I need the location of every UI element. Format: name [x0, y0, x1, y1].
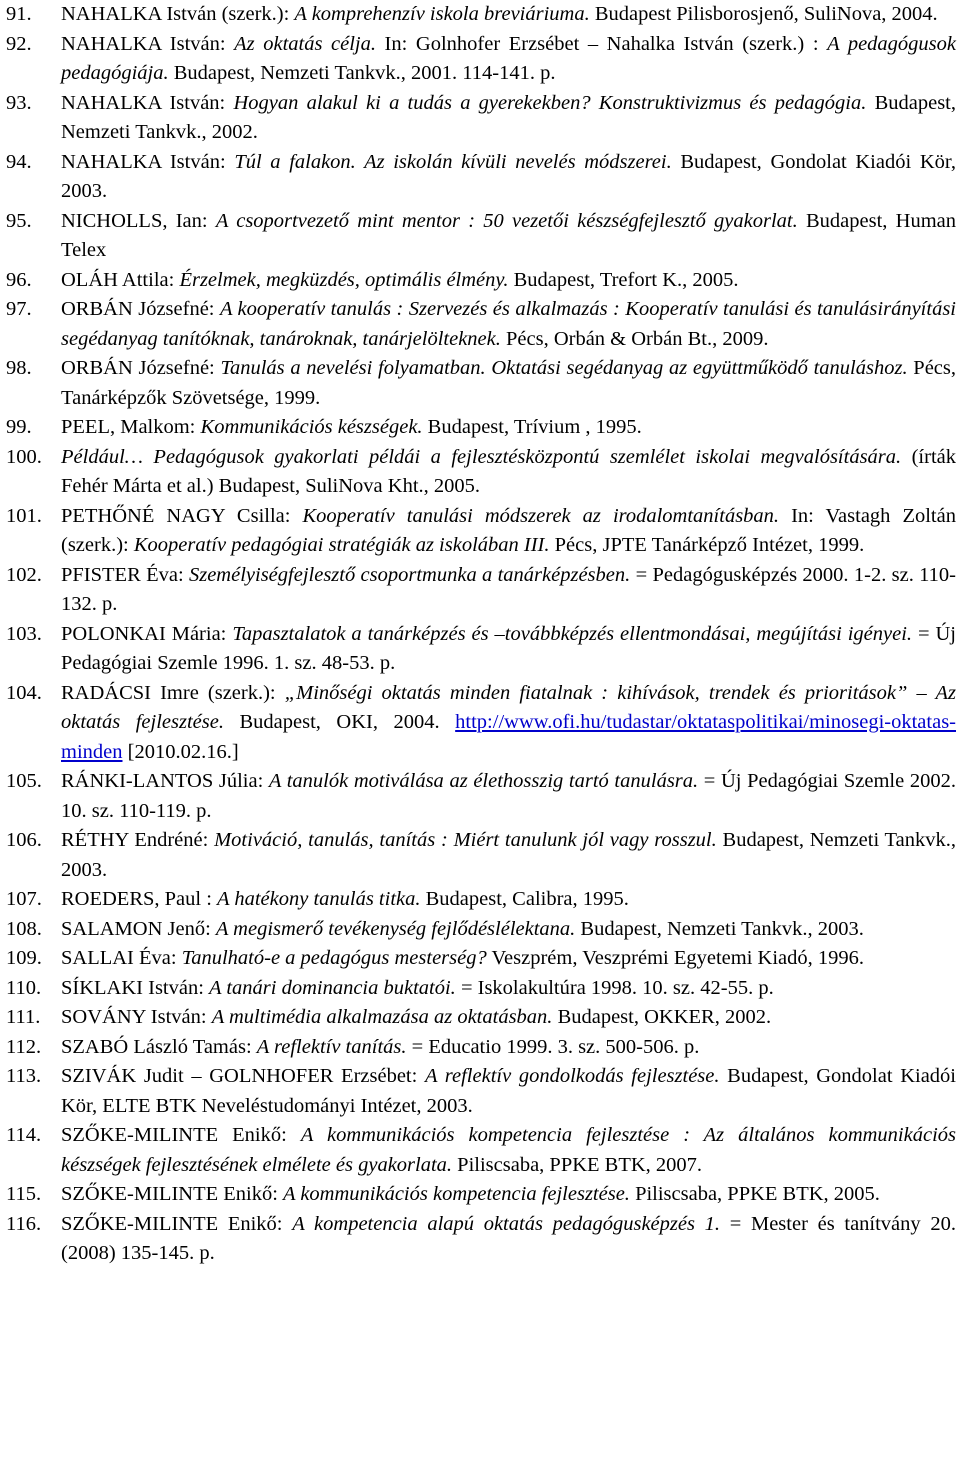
- reference-segment: In: Golnhofer Erzsébet – Nahalka István (szerk.) :: [375, 32, 828, 55]
- reference-segment: Veszprém, Veszprémi Egyetemi Kiadó, 1996.: [486, 947, 865, 969]
- reference-entry: [0, 0, 960, 30]
- reference-title: A multimédia alkalmazása az oktatásban.: [211, 1006, 553, 1028]
- reference-title: A megismerő tevékenység fejlődéslélektana.: [215, 917, 576, 940]
- reference-segment: Budapest, OKI, 2004.: [223, 711, 456, 733]
- reference-entry: [0, 502, 960, 561]
- reference-number: 91.: [6, 3, 32, 25]
- reference-text: [61, 1003, 956, 1033]
- reference-text: [61, 620, 956, 679]
- reference-segment: SALLAI Éva:: [61, 947, 182, 969]
- reference-text: [61, 1121, 956, 1180]
- reference-segment: SZŐKE-MILINTE Enikő:: [61, 1124, 301, 1146]
- reference-segment: PFISTER Éva:: [61, 563, 189, 586]
- reference-text: [61, 974, 956, 1004]
- reference-title: A reflektív tanítás.: [256, 1035, 407, 1058]
- reference-text: [61, 885, 956, 915]
- reference-text: [61, 266, 956, 296]
- reference-number: 103.: [6, 622, 42, 645]
- reference-number: 94.: [6, 150, 32, 173]
- reference-number: 107.: [6, 888, 42, 910]
- reference-title: Kooperatív pedagógiai stratégiák az iskolában III.: [133, 534, 550, 556]
- reference-segment: Budapest, Nemzeti Tankvk., 2003.: [61, 829, 956, 881]
- reference-segment: = Új Pedagógiai Szemle 2002. 10. sz. 110-119. p.: [61, 770, 956, 822]
- reference-segment: POLONKAI Mária:: [61, 622, 233, 645]
- reference-title: A kommunikációs kompetencia fejlesztése : Az általános kommunikációs készségek fejlesztésének elmélete és gyakorlata.: [61, 1124, 956, 1176]
- reference-entry: [0, 1003, 960, 1033]
- reference-text: [61, 944, 956, 974]
- reference-entry: [0, 767, 960, 826]
- reference-entry: [0, 915, 960, 945]
- reference-text: [61, 413, 956, 443]
- reference-segment: = Új Pedagógiai Szemle 1996. 1. sz. 48-53. p.: [61, 622, 957, 674]
- reference-segment: PEEL, Malkom:: [61, 416, 201, 438]
- reference-segment: Budapest, Nemzeti Tankvk., 2001. 114-141. p.: [168, 62, 556, 84]
- reference-title: A reflektív gondolkodás fejlesztése.: [424, 1065, 720, 1087]
- reference-segment: NAHALKA István:: [61, 91, 234, 114]
- reference-title: Tanulható-e a pedagógus mesterség?: [181, 947, 487, 969]
- reference-number: 111.: [6, 1006, 41, 1028]
- reference-text: [61, 915, 956, 945]
- reference-text: [61, 148, 956, 207]
- reference-number: 98.: [6, 357, 32, 379]
- reference-segment: RÁNKI-LANTOS Júlia:: [61, 770, 269, 792]
- reference-text: [61, 1210, 956, 1269]
- reference-entry: [0, 443, 960, 502]
- reference-segment: Pécs, JPTE Tanárképző Intézet, 1999.: [549, 534, 865, 556]
- reference-segment: PETHŐNÉ NAGY Csilla:: [61, 504, 303, 527]
- reference-segment: Piliscsaba, PPKE BTK, 2005.: [629, 1183, 880, 1205]
- reference-segment: Budapest, Gondolat Kiadói Kör, ELTE BTK Neveléstudományi Intézet, 2003.: [61, 1065, 956, 1117]
- reference-title: Túl a falakon. Az iskolán kívüli nevelés módszerei.: [234, 150, 672, 173]
- reference-number: 96.: [6, 268, 32, 291]
- reference-entry: [0, 1210, 960, 1269]
- reference-entry: [0, 885, 960, 915]
- reference-segment: ORBÁN Józsefné:: [61, 357, 221, 379]
- reference-title: A csoportvezető mint mentor : 50 vezetői készségfejlesztő gyakorlat.: [215, 209, 798, 232]
- reference-text: [61, 30, 956, 89]
- reference-segment: Budapest, Calibra, 1995.: [420, 888, 629, 910]
- reference-entry: [0, 295, 960, 354]
- reference-entry: [0, 679, 960, 768]
- reference-entry: [0, 354, 960, 413]
- reference-segment: RADÁCSI Imre (szerk.):: [61, 681, 285, 704]
- reference-entry: [0, 30, 960, 89]
- reference-entry: [0, 89, 960, 148]
- reference-segment: Budapest, Trefort K., 2005.: [508, 268, 739, 291]
- reference-title: Hogyan alakul ki a tudás a gyerekekben? Konstruktivizmus és pedagógia.: [233, 91, 867, 114]
- reference-title: A kompetencia alapú oktatás pedagógusképzés 1.: [292, 1212, 721, 1235]
- reference-title: A tanulók motiválása az élethosszig tartó tanulásra.: [268, 770, 699, 792]
- reference-number: 109.: [6, 947, 42, 969]
- reference-number: 112.: [6, 1035, 42, 1058]
- reference-segment: Pécs, Tanárképzők Szövetsége, 1999.: [61, 357, 956, 409]
- reference-segment: ROEDERS, Paul :: [61, 888, 218, 910]
- reference-number: 99.: [6, 416, 32, 438]
- reference-title: „Minőségi oktatás minden fiatalnak : kihívások, trendek és prioritások” – Az oktatás fejlesztése.: [61, 681, 956, 733]
- reference-text: [61, 679, 956, 768]
- reference-entry: [0, 826, 960, 885]
- reference-text: [61, 1062, 956, 1121]
- reference-segment: [2010.02.16.]: [122, 740, 239, 763]
- reference-title: Az oktatás célja.: [234, 32, 376, 55]
- reference-entry: [0, 944, 960, 974]
- reference-segment: SZABÓ László Tamás:: [61, 1035, 257, 1058]
- reference-entry: [0, 207, 960, 266]
- reference-number: 115.: [6, 1183, 42, 1205]
- reference-text: [61, 502, 956, 561]
- reference-title: Személyiségfejlesztő csoportmunka a tanárképzésben.: [188, 563, 631, 586]
- reference-segment: Budapest, Human Telex: [61, 209, 956, 261]
- reference-segment: SZIVÁK Judit – GOLNHOFER Erzsébet:: [61, 1065, 425, 1087]
- reference-segment: Piliscsaba, PPKE BTK, 2007.: [452, 1153, 703, 1176]
- reference-entry: [0, 561, 960, 620]
- reference-title: Érzelmek, megküzdés, optimális élmény.: [179, 268, 509, 291]
- reference-text: [61, 1033, 956, 1063]
- reference-segment: SOVÁNY István:: [61, 1006, 212, 1028]
- reference-segment: Budapest, Trívium , 1995.: [422, 416, 642, 438]
- reference-segment: = Mester és tanítvány 20. (2008) 135-145. p.: [61, 1212, 956, 1264]
- reference-number: 92.: [6, 32, 32, 55]
- reference-segment: ORBÁN Józsefné:: [61, 298, 220, 320]
- reference-segment: RÉTHY Endréné:: [61, 829, 215, 851]
- reference-number: 116.: [6, 1212, 42, 1235]
- reference-segment: Budapest, Gondolat Kiadói Kör, 2003.: [61, 150, 957, 202]
- reference-segment: OLÁH Attila:: [61, 268, 180, 291]
- reference-text: [61, 1180, 956, 1210]
- reference-text: [61, 826, 956, 885]
- reference-number: 114.: [6, 1124, 42, 1146]
- reference-segment: Budapest, OKKER, 2002.: [552, 1006, 772, 1028]
- reference-number: 97.: [6, 298, 32, 320]
- reference-title: Kooperatív tanulási módszerek az irodalomtanításban.: [302, 504, 780, 527]
- reference-segment: Budapest, Nemzeti Tankvk., 2003.: [575, 917, 864, 940]
- reference-entry: [0, 1121, 960, 1180]
- reference-number: 104.: [6, 681, 42, 704]
- reference-number: 95.: [6, 209, 32, 232]
- reference-number: 108.: [6, 917, 42, 940]
- reference-title: A komprehenzív iskola breviáriuma.: [294, 3, 590, 25]
- reference-title: A tanári dominancia buktatói.: [209, 976, 456, 999]
- reference-segment: = Educatio 1999. 3. sz. 500-506. p.: [406, 1035, 700, 1058]
- reference-number: 106.: [6, 829, 42, 851]
- reference-text: [61, 207, 956, 266]
- reference-segment: SÍKLAKI István:: [61, 976, 210, 999]
- reference-segment: SZŐKE-MILINTE Enikő:: [61, 1212, 293, 1235]
- reference-title: A hatékony tanulás titka.: [217, 888, 421, 910]
- reference-text: [61, 767, 956, 826]
- reference-segment: SZŐKE-MILINTE Enikő:: [61, 1183, 284, 1205]
- reference-number: 93.: [6, 91, 32, 114]
- reference-segment: NICHOLLS, Ian:: [61, 209, 216, 232]
- reference-title: A kommunikációs kompetencia fejlesztése.: [283, 1183, 630, 1205]
- reference-segment: Budapest, Nemzeti Tankvk., 2002.: [61, 91, 957, 143]
- reference-segment: (írták Fehér Márta et al.) Budapest, SuliNova Kht., 2005.: [61, 445, 956, 497]
- reference-number: 105.: [6, 770, 42, 792]
- reference-segment: NAHALKA István:: [61, 32, 235, 55]
- reference-entry: [0, 620, 960, 679]
- reference-number: 102.: [6, 563, 42, 586]
- reference-entry: [0, 413, 960, 443]
- reference-segment: NAHALKA István (szerk.):: [61, 3, 295, 25]
- reference-segment: = Pedagógusképzés 2000. 1-2. sz. 110-132. p.: [61, 563, 956, 615]
- reference-segment: Pécs, Orbán & Orbán Bt., 2009.: [500, 327, 769, 350]
- reference-entry: [0, 1033, 960, 1063]
- reference-text: [61, 295, 956, 354]
- reference-title: Motiváció, tanulás, tanítás : Miért tanulunk jól vagy rosszul.: [214, 829, 717, 851]
- reference-entry: [0, 148, 960, 207]
- reference-number: 101.: [6, 504, 42, 527]
- reference-segment: NAHALKA István:: [61, 150, 235, 173]
- reference-number: 100.: [6, 445, 42, 468]
- reference-title: Tapasztalatok a tanárképzés és –továbbképzés ellentmondásai, megújítási igényei.: [232, 622, 913, 645]
- reference-text: [61, 0, 956, 30]
- reference-number: 113.: [6, 1065, 42, 1087]
- reference-title: Tanulás a nevelési folyamatban. Oktatási segédanyag az együttműködő tanuláshoz.: [220, 357, 908, 379]
- reference-title: Kommunikációs készségek.: [200, 416, 423, 438]
- reference-segment: SALAMON Jenő:: [61, 917, 216, 940]
- reference-segment: In: Vastagh Zoltán (szerk.):: [61, 504, 956, 556]
- reference-title: A kooperatív tanulás : Szervezés és alkalmazás : Kooperatív tanulási és tanulásirányítási segédanyag tanítóknak, tanároknak, tanárjelölteknek.: [61, 298, 956, 350]
- reference-text: [61, 354, 956, 413]
- reference-entry: [0, 1062, 960, 1121]
- reference-number: 110.: [6, 976, 42, 999]
- reference-entry: [0, 266, 960, 296]
- reference-title: Például… Pedagógusok gyakorlati példái a fejlesztésközpontú szemlélet iskolai megvalósítására.: [61, 445, 902, 468]
- reference-text: [61, 443, 956, 502]
- reference-segment: = Iskolakultúra 1998. 10. sz. 42-55. p.: [455, 976, 774, 999]
- reference-link[interactable]: http://www.ofi.hu/tudastar/oktataspolitikai/minosegi-oktatas-minden: [61, 711, 956, 763]
- reference-segment: Budapest Pilisborosjenő, SuliNova, 2004.: [589, 3, 938, 25]
- reference-text: [61, 89, 956, 148]
- reference-text: [61, 561, 956, 620]
- reference-entry: [0, 1180, 960, 1210]
- reference-title: A pedagógusok pedagógiája.: [61, 32, 956, 84]
- reference-entry: [0, 974, 960, 1004]
